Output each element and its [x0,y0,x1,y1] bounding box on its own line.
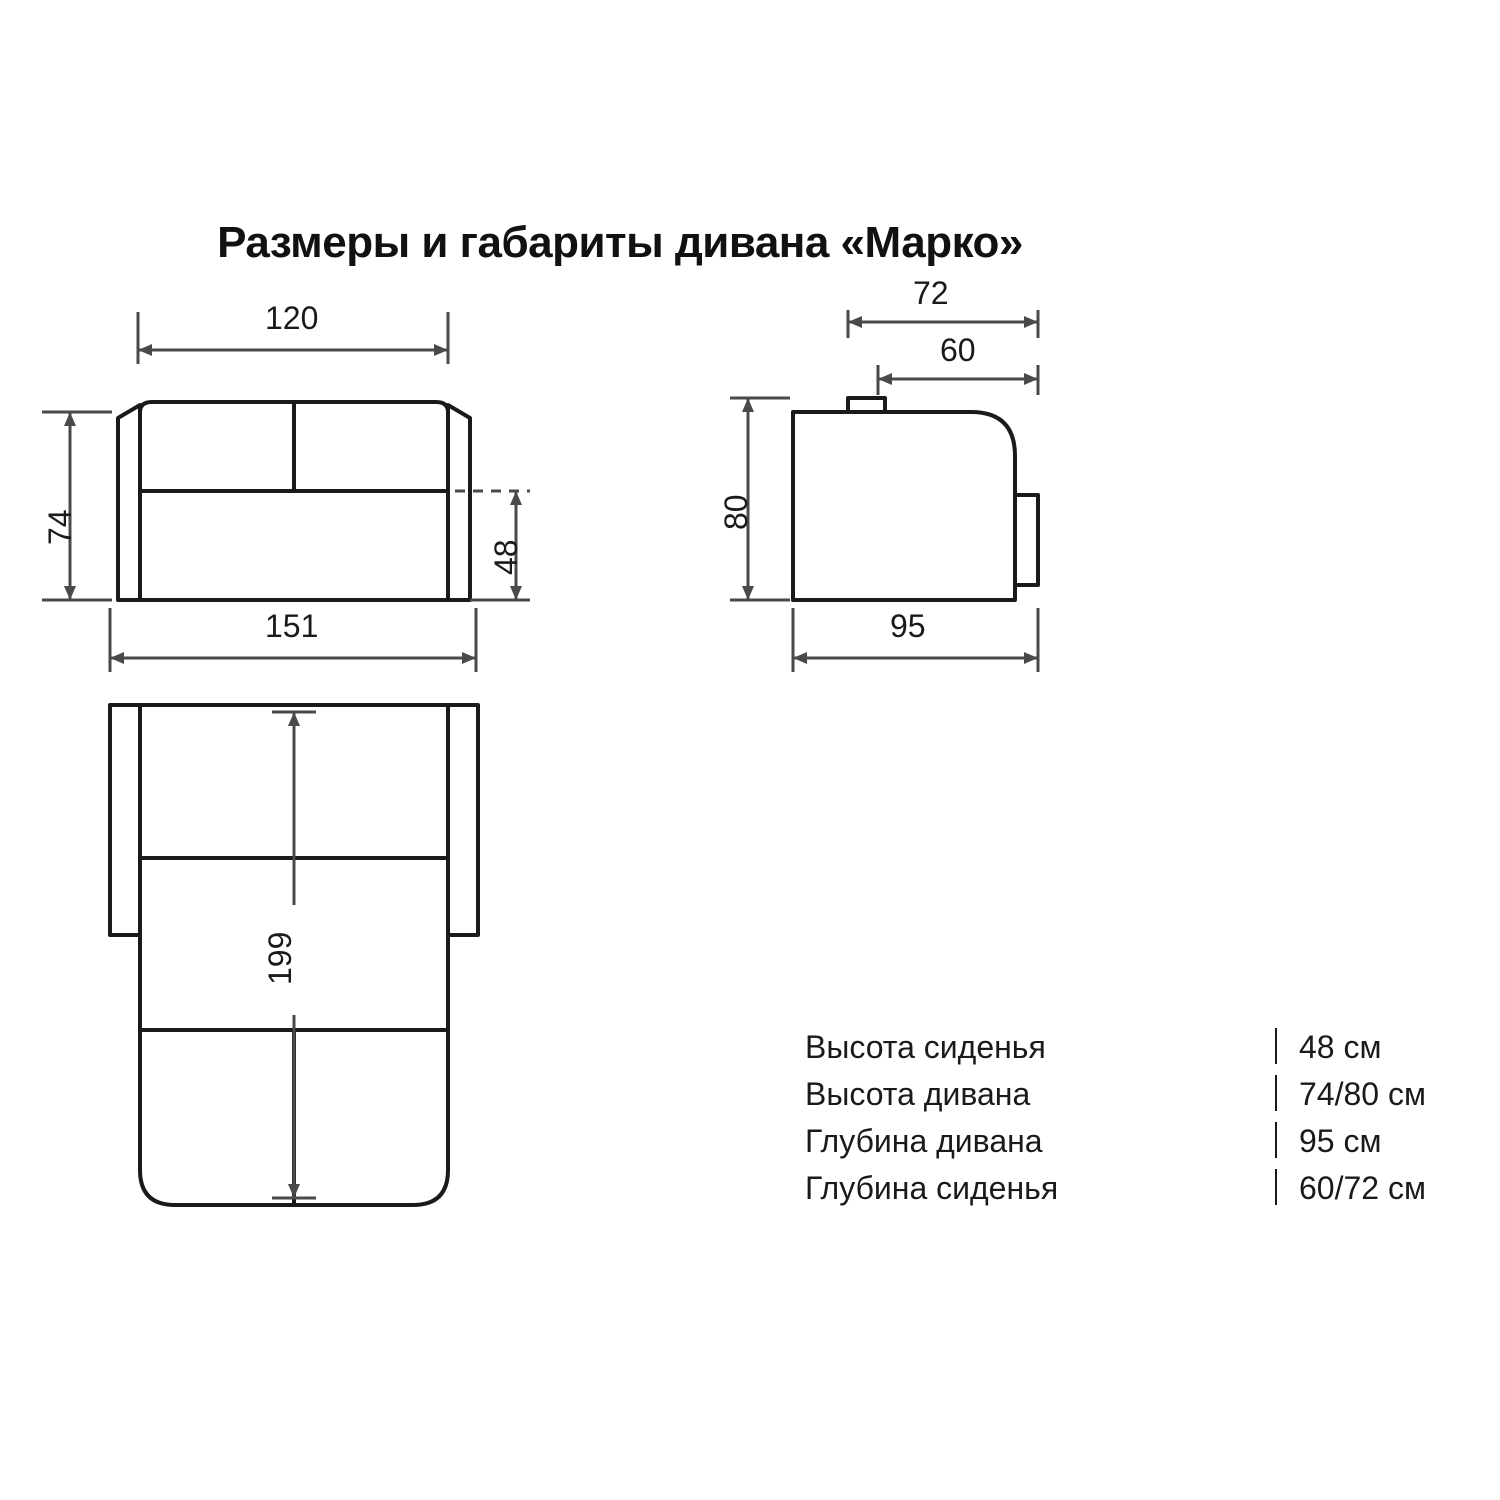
row-divider [1275,1075,1277,1111]
side-depth-60-dimension [878,365,1038,395]
page-title: Размеры и габариты дивана «Марко» [217,218,1023,267]
front-width-151-label: 151 [265,608,319,644]
spec-value-seat-depth: 60/72 см [1299,1170,1426,1206]
top-length-199-label: 199 [262,931,298,985]
spec-value-sofa-depth: 95 см [1299,1123,1382,1159]
table-row [805,1163,1465,1210]
side-depth-60-label: 60 [940,332,976,368]
side-view-drawing [793,398,1038,600]
front-view-drawing [118,402,470,600]
specification-table [805,1022,1465,1210]
front-height-74-dimension [42,412,112,600]
spec-value-seat-height: 48 см [1299,1029,1382,1065]
spec-label-seat-depth: Глубина сиденья [805,1170,1059,1206]
spec-label-sofa-depth: Глубина дивана [805,1123,1043,1159]
table-row [805,1022,1465,1069]
table-row [805,1069,1465,1116]
row-divider [1275,1169,1277,1205]
spec-label-sofa-height: Высота дивана [805,1076,1031,1112]
side-height-80-label: 80 [718,494,754,530]
side-depth-95-label: 95 [890,608,926,644]
row-divider [1275,1122,1277,1158]
front-width-120-label: 120 [265,300,319,336]
spec-label-seat-height: Высота сиденья [805,1029,1046,1065]
side-depth-72-label: 72 [913,275,949,311]
table-row [805,1116,1465,1163]
spec-value-sofa-height: 74/80 см [1299,1076,1426,1112]
front-seat-height-48-label: 48 [488,539,524,575]
front-height-74-label: 74 [42,509,78,545]
row-divider [1275,1028,1277,1064]
